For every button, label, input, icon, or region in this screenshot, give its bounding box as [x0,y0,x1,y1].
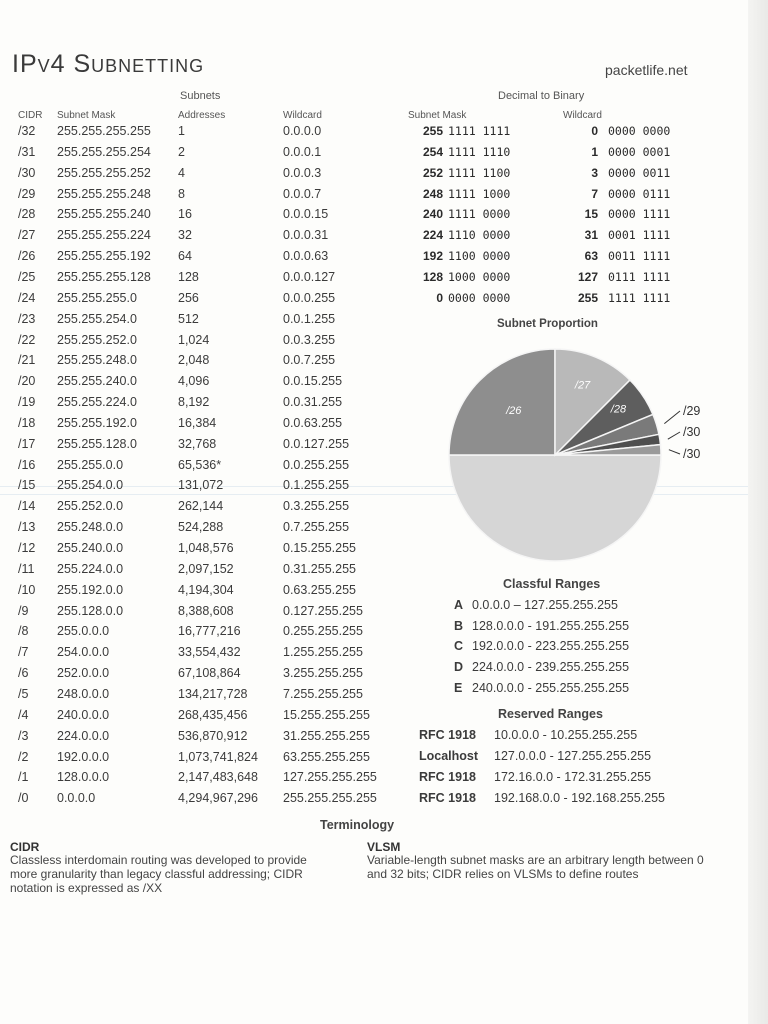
cidr-cell: /26 [18,249,36,264]
leader-line [669,450,680,454]
mask-cell: 255.255.255.255 [57,124,151,138]
cidr-cell: /22 [18,332,36,347]
cidr-cell: /21 [18,353,36,368]
table-row [0,333,400,354]
wildcard-decimal: 31 [584,228,598,243]
scan-edge [748,0,768,1024]
table-row [0,353,400,374]
binary-title: Decimal to Binary [498,90,585,102]
cidr-cell: /24 [18,290,36,305]
cidr-cell: /16 [18,457,36,472]
mask-decimal: 248 [422,186,443,201]
cidr-cell: /20 [18,374,36,389]
classful-row [0,598,700,618]
mask-binary: 1111 1000 [448,186,511,201]
wildcard-cell: 0.0.0.31 [283,228,329,243]
subnet-mask-header: Subnet Mask [57,110,116,121]
leader-line [668,432,680,439]
table-row [0,478,400,499]
mask-cell: 255.128.0.0 [57,603,124,618]
wildcard-cell: 7.255.255.255 [283,686,363,701]
mask-cell: 255.248.0.0 [57,520,124,535]
addresses-cell: 2,147,483,648 [178,770,258,785]
binary-row [0,270,700,291]
wildcard-decimal: 7 [591,186,598,201]
addresses-cell: 8,388,608 [178,603,234,618]
pie-label: /27 [574,379,591,392]
wildcard-decimal: 0 [591,124,598,138]
cidr-cell: /17 [18,436,36,451]
cidr-cell: /18 [18,415,36,430]
addresses-cell: 8,192 [178,395,210,410]
mask-cell: 255.255.255.248 [57,186,151,201]
wildcard-cell: 0.0.127.255 [283,436,350,451]
wildcard-binary: 0000 0000 [608,124,671,138]
wildcard-cell: 0.0.0.255 [283,290,336,305]
mask-decimal: 0 [436,290,443,305]
mask-binary: 1110 0000 [448,228,511,243]
mask-cell: 255.255.255.254 [57,144,151,159]
wildcard-cell: 3.255.255.255 [283,666,363,681]
wildcard-cell: 0.0.7.255 [283,353,336,368]
chart-title: Subnet Proportion [497,318,598,330]
wildcard-binary: 0001 1111 [608,228,671,243]
cidr-definition: Classless interdomain routing was developed to provide more granularity than legacy classful addressing; CIDR notation is expressed as /XX [10,853,307,895]
table-row [0,520,400,541]
mask-cell: 252.0.0.0 [57,666,110,681]
wildcard-cell: 0.63.255.255 [283,582,356,597]
pie-label: /30 [683,447,701,461]
reserved-title: Reserved Ranges [498,707,603,721]
mask-cell: 192.0.0.0 [57,749,110,764]
wildcard-cell: 255.255.255.255 [283,791,377,806]
table-row [0,499,400,520]
reserved-label: RFC 1918 [419,728,476,742]
mask-cell: 255.255.224.0 [57,395,137,410]
wildcard-cell: 0.0.0.15 [283,207,329,222]
table-row [0,312,400,333]
mask-decimal: 224 [422,228,443,243]
binary-row [0,291,700,312]
table-row [0,416,400,437]
binary-mask-header: Subnet Mask [408,110,467,121]
wildcard-decimal: 15 [584,207,598,222]
pie-slice-26 [449,349,555,455]
table-row [0,395,400,416]
mask-decimal: 254 [422,144,443,159]
cidr-cell: /31 [18,144,36,159]
wildcard-binary: 1111 1111 [608,290,671,305]
cidr-cell: /2 [18,749,29,764]
mask-cell: 248.0.0.0 [57,686,110,701]
addresses-cell: 64 [178,249,192,264]
wildcard-cell: 31.255.255.255 [283,728,370,743]
mask-cell: 255.254.0.0 [57,478,124,493]
cidr-cell: /9 [18,603,29,618]
addresses-cell: 65,536* [178,457,222,472]
mask-cell: 255.252.0.0 [57,499,124,514]
class-label: C [454,639,464,654]
wildcard-cell: 0.7.255.255 [283,520,350,535]
reserved-row [0,728,720,748]
binary-wildcard-header: Wildcard [563,110,602,121]
class-label: D [454,660,464,675]
addresses-cell: 1 [178,124,185,138]
addresses-cell: 4,294,967,296 [178,791,258,806]
wildcard-decimal: 3 [591,165,598,180]
addresses-cell: 2 [178,144,185,159]
addresses-cell: 536,870,912 [178,728,248,743]
addresses-cell: 4 [178,165,185,180]
addresses-cell: 16,777,216 [178,624,241,639]
addresses-cell: 16,384 [178,415,217,430]
mask-decimal: 252 [422,165,443,180]
mask-cell: 240.0.0.0 [57,707,110,722]
addresses-cell: 32,768 [178,436,217,451]
wildcard-binary: 0000 0001 [608,144,671,159]
addresses-cell: 67,108,864 [178,666,241,681]
wildcard-cell: 63.255.255.255 [283,749,370,764]
vlsm-definition: Variable-length subnet masks are an arbitrary length between 0 and 32 bits; CIDR relies on VLSMs to define routes [367,853,704,881]
mask-binary: 1111 1111 [448,124,511,138]
wildcard-cell: 0.0.1.255 [283,311,336,326]
leader-line [664,411,680,424]
addresses-cell: 134,217,728 [178,686,248,701]
class-range: 192.0.0.0 - 223.255.255.255 [472,639,630,654]
cidr-cell: /6 [18,666,29,681]
addresses-cell: 32 [178,228,192,243]
mask-cell: 255.240.0.0 [57,541,124,555]
wildcard-decimal: 1 [591,144,598,159]
binary-row [0,166,700,187]
reserved-label: Localhost [419,749,479,763]
wildcard-cell: 0.3.255.255 [283,499,350,514]
wildcard-cell: 0.0.15.255 [283,374,343,389]
cidr-cell: /30 [18,165,36,180]
wildcard-cell: 0.0.0.63 [283,249,329,264]
mask-cell: 255.255.248.0 [57,353,137,368]
mask-cell: 255.255.255.128 [57,269,151,284]
reserved-label: RFC 1918 [419,791,476,805]
mask-decimal: 128 [422,269,443,284]
reserved-range: 10.0.0.0 - 10.255.255.255 [494,728,638,742]
pie-label: /29 [683,404,701,418]
addresses-header: Addresses [178,110,226,121]
mask-binary: 1111 1110 [448,144,511,159]
classful-row [0,619,700,639]
mask-cell: 224.0.0.0 [57,728,110,743]
cidr-cell: /7 [18,645,29,660]
cidr-header: CIDR [18,110,43,121]
mask-cell: 255.255.255.240 [57,207,151,222]
binary-row [0,145,700,166]
table-row [0,458,400,479]
cidr-cell: /23 [18,311,36,326]
addresses-cell: 524,288 [178,520,224,535]
wildcard-cell: 0.0.63.255 [283,415,343,430]
cidr-cell: /15 [18,478,36,493]
class-range: 224.0.0.0 - 239.255.255.255 [472,660,630,675]
mask-cell: 255.192.0.0 [57,582,124,597]
wildcard-cell: 0.1.255.255 [283,478,350,493]
cidr-cell: /4 [18,707,29,722]
mask-cell: 255.255.255.252 [57,165,151,180]
addresses-cell: 1,073,741,824 [178,749,258,764]
mask-cell: 255.255.0.0 [57,457,124,472]
mask-cell: 255.255.252.0 [57,332,137,347]
mask-cell: 255.255.192.0 [57,415,137,430]
class-range: 240.0.0.0 - 255.255.255.255 [472,680,630,695]
mask-binary: 1100 0000 [448,249,511,264]
pie-label: /30 [683,425,701,439]
mask-decimal: 192 [422,249,443,264]
wildcard-cell: 0.31.255.255 [283,561,356,576]
cidr-cell: /25 [18,269,36,284]
site-name: packetlife.net [605,62,688,78]
cidr-cell: /28 [18,207,36,222]
pie-label: /26 [506,404,522,417]
addresses-cell: 131,072 [178,478,224,493]
class-label: B [454,618,464,633]
mask-binary: 1111 0000 [448,207,511,222]
mask-cell: 255.255.240.0 [57,374,137,389]
mask-decimal: 255 [422,124,443,138]
mask-cell: 255.224.0.0 [57,561,124,576]
class-label: A [454,598,464,612]
wildcard-cell: 15.255.255.255 [283,707,370,722]
addresses-cell: 8 [178,186,185,201]
addresses-cell: 128 [178,269,199,284]
table-row [0,541,400,562]
reserved-label: RFC 1918 [419,770,476,784]
mask-binary: 1111 1100 [448,165,511,180]
wildcard-cell: 0.0.0.1 [283,144,322,159]
addresses-cell: 256 [178,290,199,305]
class-range: 128.0.0.0 - 191.255.255.255 [472,618,630,633]
reserved-range: 172.16.0.0 - 172.31.255.255 [494,770,652,784]
table-row [0,562,400,583]
cidr-cell: /3 [18,728,29,743]
addresses-cell: 268,435,456 [178,707,248,722]
wildcard-binary: 0000 0011 [608,165,671,180]
addresses-cell: 4,096 [178,374,210,389]
wildcard-cell: 0.0.255.255 [283,457,350,472]
addresses-cell: 512 [178,311,199,326]
class-label: E [454,680,463,695]
classful-row [0,681,700,701]
classful-row [0,660,700,680]
mask-cell: 255.255.128.0 [57,436,137,451]
reserved-range: 127.0.0.0 - 127.255.255.255 [494,749,652,763]
wildcard-cell: 0.0.3.255 [283,332,336,347]
reserved-row [0,749,720,769]
wildcard-cell: 0.0.0.3 [283,165,322,180]
table-row [0,374,400,395]
mask-cell: 255.255.255.192 [57,249,151,264]
wildcard-cell: 0.0.0.127 [283,269,336,284]
subnet-proportion-pie [430,335,730,565]
binary-row [0,249,700,270]
table-row [0,708,400,729]
wildcard-binary: 0111 1111 [608,269,671,284]
cidr-cell: /29 [18,186,36,201]
cidr-cell: /19 [18,395,36,410]
classful-title: Classful Ranges [503,577,601,591]
wildcard-cell: 0.0.0.0 [283,124,322,138]
mask-binary: 0000 0000 [448,290,511,305]
wildcard-cell: 0.0.31.255 [283,395,343,410]
addresses-cell: 4,194,304 [178,582,234,597]
subnets-header: Subnets [180,90,221,102]
mask-cell: 255.255.254.0 [57,311,137,326]
mask-cell: 128.0.0.0 [57,770,110,785]
mask-cell: 255.0.0.0 [57,624,110,639]
wildcard-cell: 1.255.255.255 [283,645,363,660]
cidr-cell: /1 [18,770,29,785]
cidr-cell: /0 [18,791,29,806]
addresses-cell: 262,144 [178,499,224,514]
binary-row [0,228,700,249]
addresses-cell: 16 [178,207,192,222]
cidr-cell: /8 [18,624,29,639]
wildcard-binary: 0000 0111 [608,186,671,201]
cidr-cell: /32 [18,124,36,138]
mask-cell: 254.0.0.0 [57,645,110,660]
wildcard-cell: 0.127.255.255 [283,603,363,618]
cidr-cell: /10 [18,582,36,597]
wildcard-decimal: 255 [577,290,598,305]
addresses-cell: 2,048 [178,353,210,368]
mask-decimal: 240 [422,207,443,222]
class-range: 0.0.0.0 – 127.255.255.255 [472,598,618,612]
binary-row [0,187,700,208]
addresses-cell: 33,554,432 [178,645,241,660]
pie-label: /28 [610,403,627,416]
mask-cell: 0.0.0.0 [57,791,96,806]
reserved-row [0,770,720,790]
binary-row [0,124,700,145]
wildcard-binary: 0011 1111 [608,249,671,264]
cidr-cell: /27 [18,228,36,243]
cidr-cell: /5 [18,686,29,701]
pie-slice-25 [449,455,661,561]
cidr-cell: /12 [18,541,36,555]
reserved-range: 192.168.0.0 - 192.168.255.255 [494,791,665,805]
cidr-cell: /14 [18,499,36,514]
wildcard-decimal: 127 [577,269,598,284]
terminology-title: Terminology [320,818,395,832]
wildcard-cell: 0.15.255.255 [283,541,356,555]
mask-cell: 255.255.255.0 [57,290,137,305]
wildcard-binary: 0000 1111 [608,207,671,222]
cidr-term: CIDR [10,840,40,854]
wildcard-cell: 0.0.0.7 [283,186,322,201]
wildcard-cell: 127.255.255.255 [283,770,377,785]
cidr-cell: /11 [18,561,35,576]
table-row [0,437,400,458]
reserved-row [0,791,720,811]
classful-row [0,639,700,659]
addresses-cell: 1,048,576 [178,541,234,555]
page-title: IPv4 Subnetting [12,50,205,78]
wildcard-header: Wildcard [283,110,322,121]
cidr-cell: /13 [18,520,36,535]
wildcard-cell: 0.255.255.255 [283,624,363,639]
addresses-cell: 2,097,152 [178,561,234,576]
addresses-cell: 1,024 [178,332,210,347]
wildcard-decimal: 63 [584,249,598,264]
binary-row [0,207,700,228]
mask-binary: 1000 0000 [448,269,511,284]
mask-cell: 255.255.255.224 [57,228,151,243]
vlsm-term: VLSM [367,840,401,854]
